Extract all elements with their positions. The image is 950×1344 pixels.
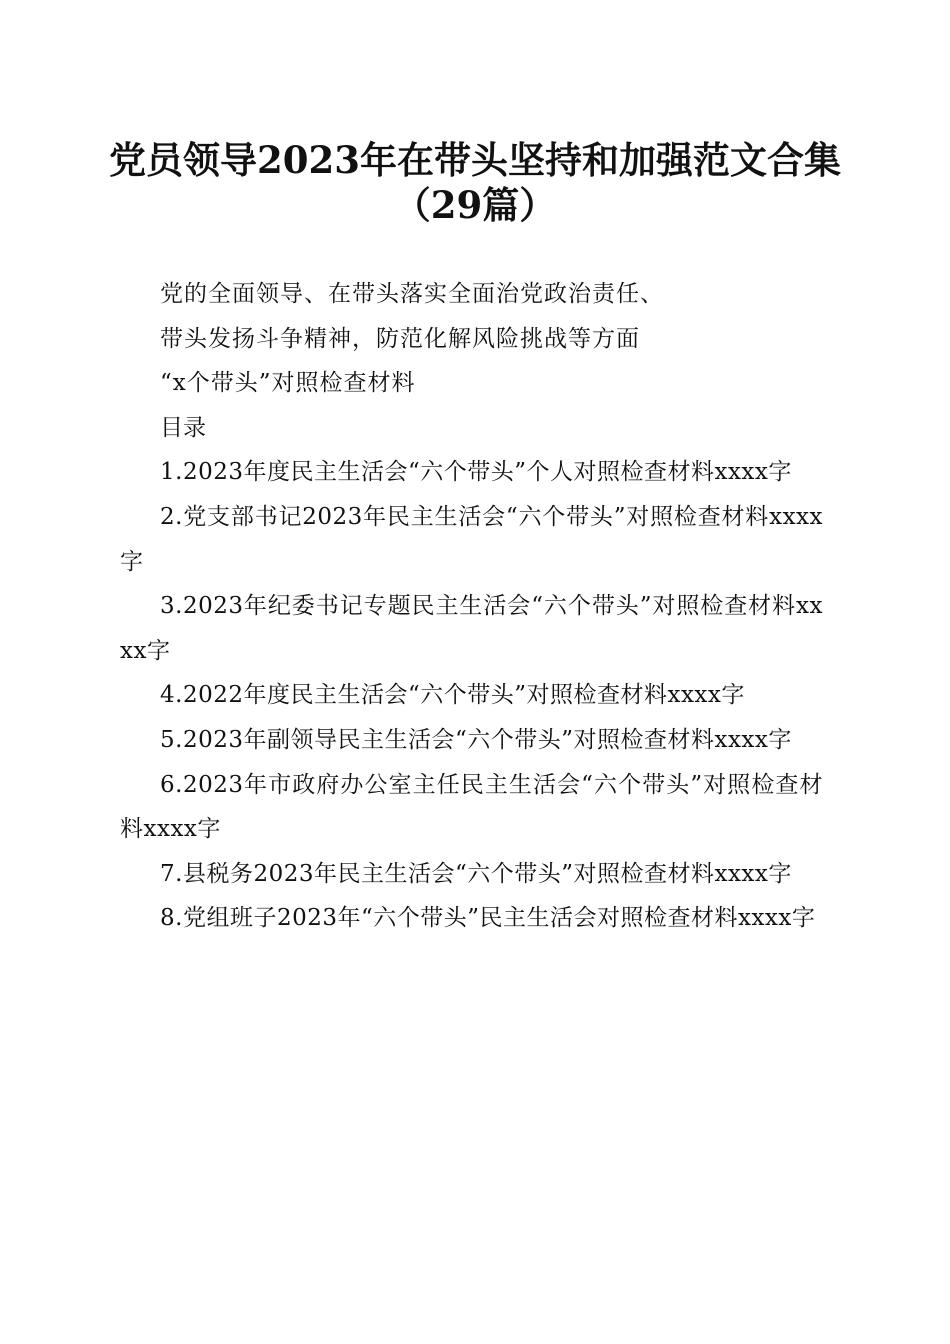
toc-item-4: 4.2022年度民主生活会“六个带头”对照检查材料xxxx字	[160, 682, 745, 709]
intro-line-1: 党的全面领导、在带头落实全面治党政治责任、	[160, 281, 664, 307]
document-title-line1: 党员领导2023年在带头坚持和加强范文合集	[109, 138, 841, 182]
document-title-line2: （29篇）	[393, 183, 557, 227]
toc-item-1: 1.2023年度民主生活会“六个带头”个人对照检查材料xxxx字	[160, 459, 792, 486]
toc-item-2: 2.党支部书记2023年民主生活会“六个带头”对照检查材料xxxx字	[120, 503, 823, 575]
toc-item-8: 8.党组班子2023年“六个带头”民主生活会对照检查材料xxxx字	[160, 905, 816, 932]
intro-line-2: 带头发扬斗争精神，防范化解风险挑战等方面	[160, 325, 640, 352]
toc-item-5: 5.2023年副领导民主生活会“六个带头”对照检查材料xxxx字	[160, 726, 792, 753]
toc-item-7: 7.县税务2023年民主生活会“六个带头”对照检查材料xxxx字	[160, 860, 792, 887]
toc-item-3: 3.2023年纪委书记专题民主生活会“六个带头”对照检查材料xxxx字	[120, 593, 823, 664]
toc-heading: 目录	[160, 414, 206, 441]
document-body	[120, 272, 823, 941]
intro-line-3: “x个带头”对照检查材料	[160, 370, 416, 397]
toc-item-6: 6.2023年市政府办公室主任民主生活会“六个带头”对照检查材料xxxx字	[120, 771, 823, 843]
